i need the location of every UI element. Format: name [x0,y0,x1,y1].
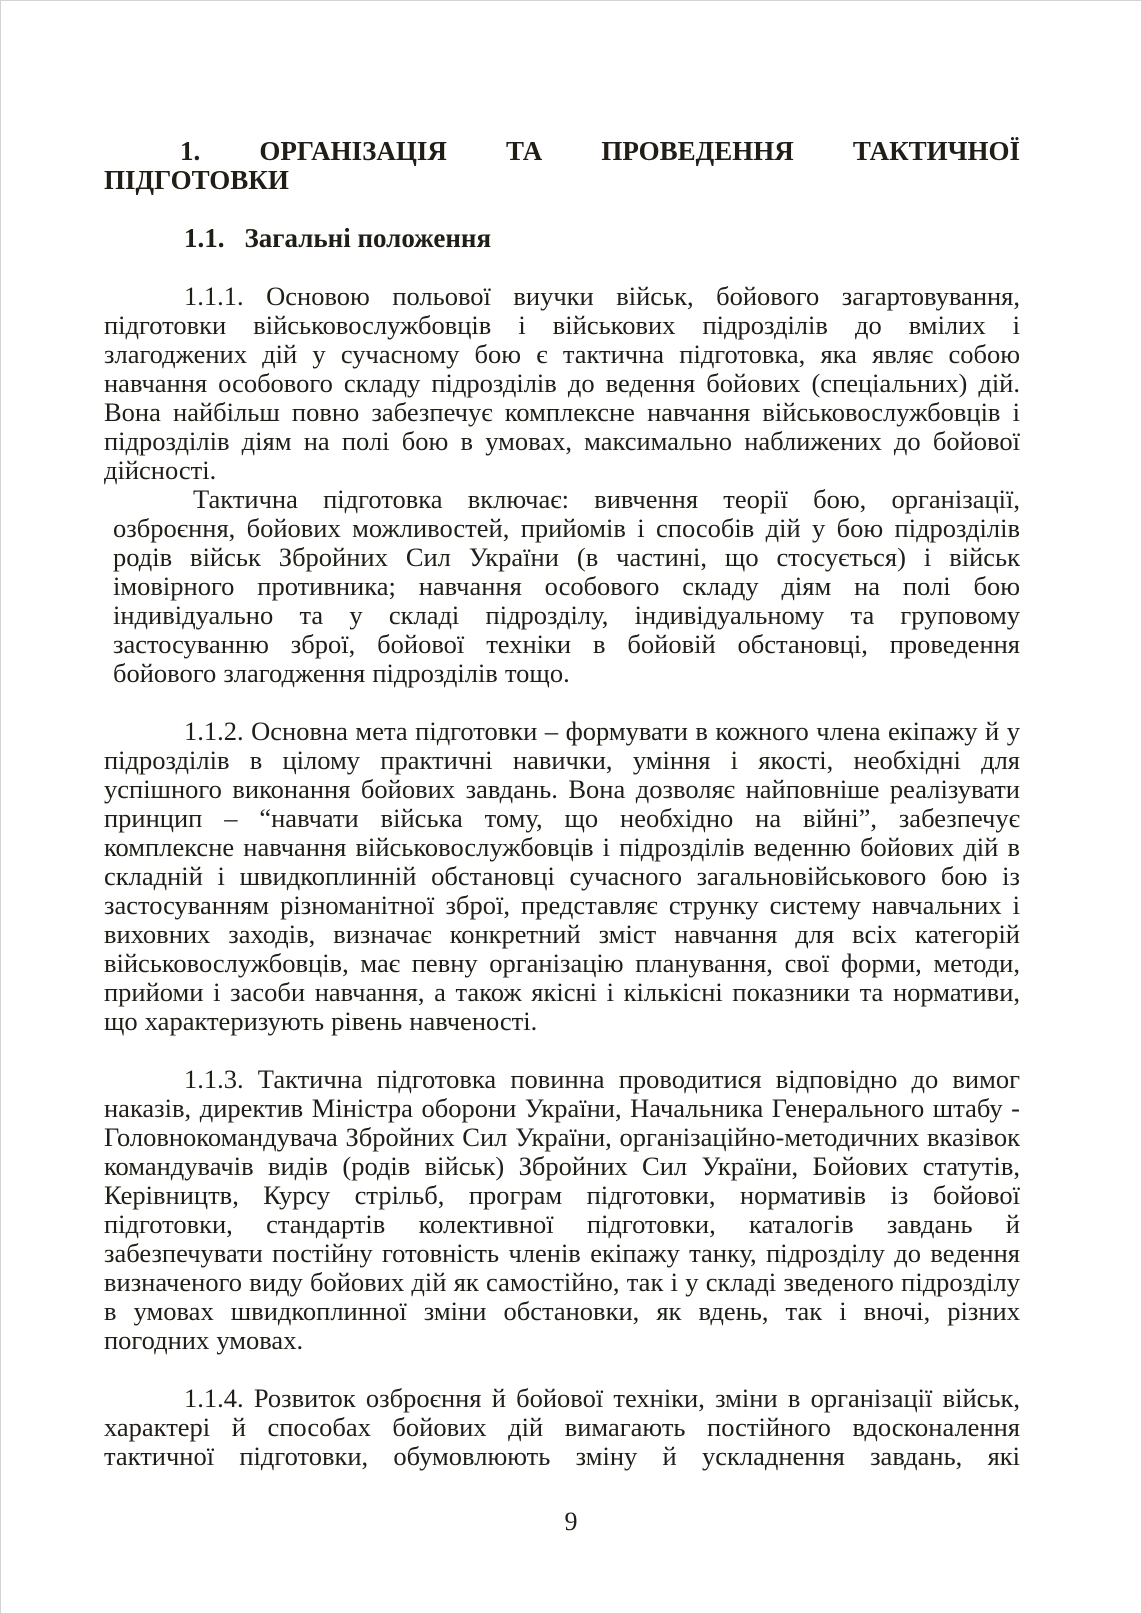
page-number: 9 [564,1507,578,1536]
paragraph-1-1-3: 1.1.3. Тактична підготовка повинна проводитися відповідно до вимог наказів, директив Міністра оборони України, Начальника Генерального штабу - Головнокомандувача Збройних Сил України, організаційно-методичних вказівок командувачів видів (родів військ) Збройних Сил України, Бойових статутів, Керівництв, Курсу стрільб, програм підготовки, нормативів із бойової підготовки, стандартів колективної підготовки, каталогів завдань й забезпечувати постійну готовність членів екіпажу танку, підрозділу до ведення визначеного виду бойових дій як самостійно, так і у складі зведеного підрозділу в умовах швидкоплинної зміни обстановки, як вдень, так і вночі, різних погодних умовах. [104,1064,1020,1355]
section-title: Загальні положення [244,223,492,253]
section-number: 1.1. [184,223,225,253]
paragraph-1-1-2: 1.1.2. Основна мета підготовки – формувати в кожного члена екіпажу й у підрозділів в цілому практичні навички, уміння і якості, необхідні для успішного виконання бойових завдань. Вона дозволяє найповніше реалізувати принцип – “навчати війська тому, що необхідно на війні”, забезпечує комплексне навчання військовослужбовців і підрозділів веденню бойових дій в складній і швидкоплинній обстановці сучасного загальновійськового бою із застосуванням різноманітної зброї, представляє струнку систему навчальних і виховних заходів, визначає конкретний зміст навчання для всіх категорій військовослужбовців, має певну організацію планування, свої форми, методи, прийоми і засоби навчання, а також якісні і кількісні показники та нормативи, що характеризують рівень навченості. [104,716,1020,1036]
section-heading [104,224,1020,253]
paragraph-1-1-1: 1.1.1. Основою польової виучки військ, бойового загартовування, підготовки військовослужбовців і військових підрозділів до вмілих і злагоджених дій у сучасному бою є тактична підготовка, яка являє собою навчання особового складу підрозділів до ведення бойових (спеціальних) дій. Вона найбільш повно забезпечує комплексне навчання військовослужбовців і підрозділів діям на полі бою в умовах, максимально наближених до бойової дійсності. [104,281,1020,485]
text-column [104,137,1020,1471]
chapter-heading-line-1: 1. ОРГАНІЗАЦІЯ ТА ПРОВЕДЕННЯ ТАКТИЧНОЇ [180,136,1020,166]
paragraph-1-1-4: 1.1.4. Розвиток озброєння й бойової техніки, зміни в організації військ, характері й способах бойових дій вимагають постійного вдосконалення тактичної підготовки, обумовлюють зміну й ускладнення завдань, які [104,1383,1020,1471]
chapter-heading-line-2: ПІДГОТОВКИ [104,165,289,195]
chapter-heading [104,137,1020,195]
paragraph-1-1-1-continued: Тактична підготовка включає: вивчення теорії бою, організації, озброєння, бойових можливостей, прийомів і способів дій у бою підрозділів родів військ Збройних Сил України (в частині, що стосується) і військ імовірного противника; навчання особового складу діям на полі бою індивідуально та у складі підрозділу, індивідуальному та груповому застосуванню зброї, бойової техніки в бойовій обстановці, проведення бойового злагодження підрозділів тощо. [113,484,1020,688]
